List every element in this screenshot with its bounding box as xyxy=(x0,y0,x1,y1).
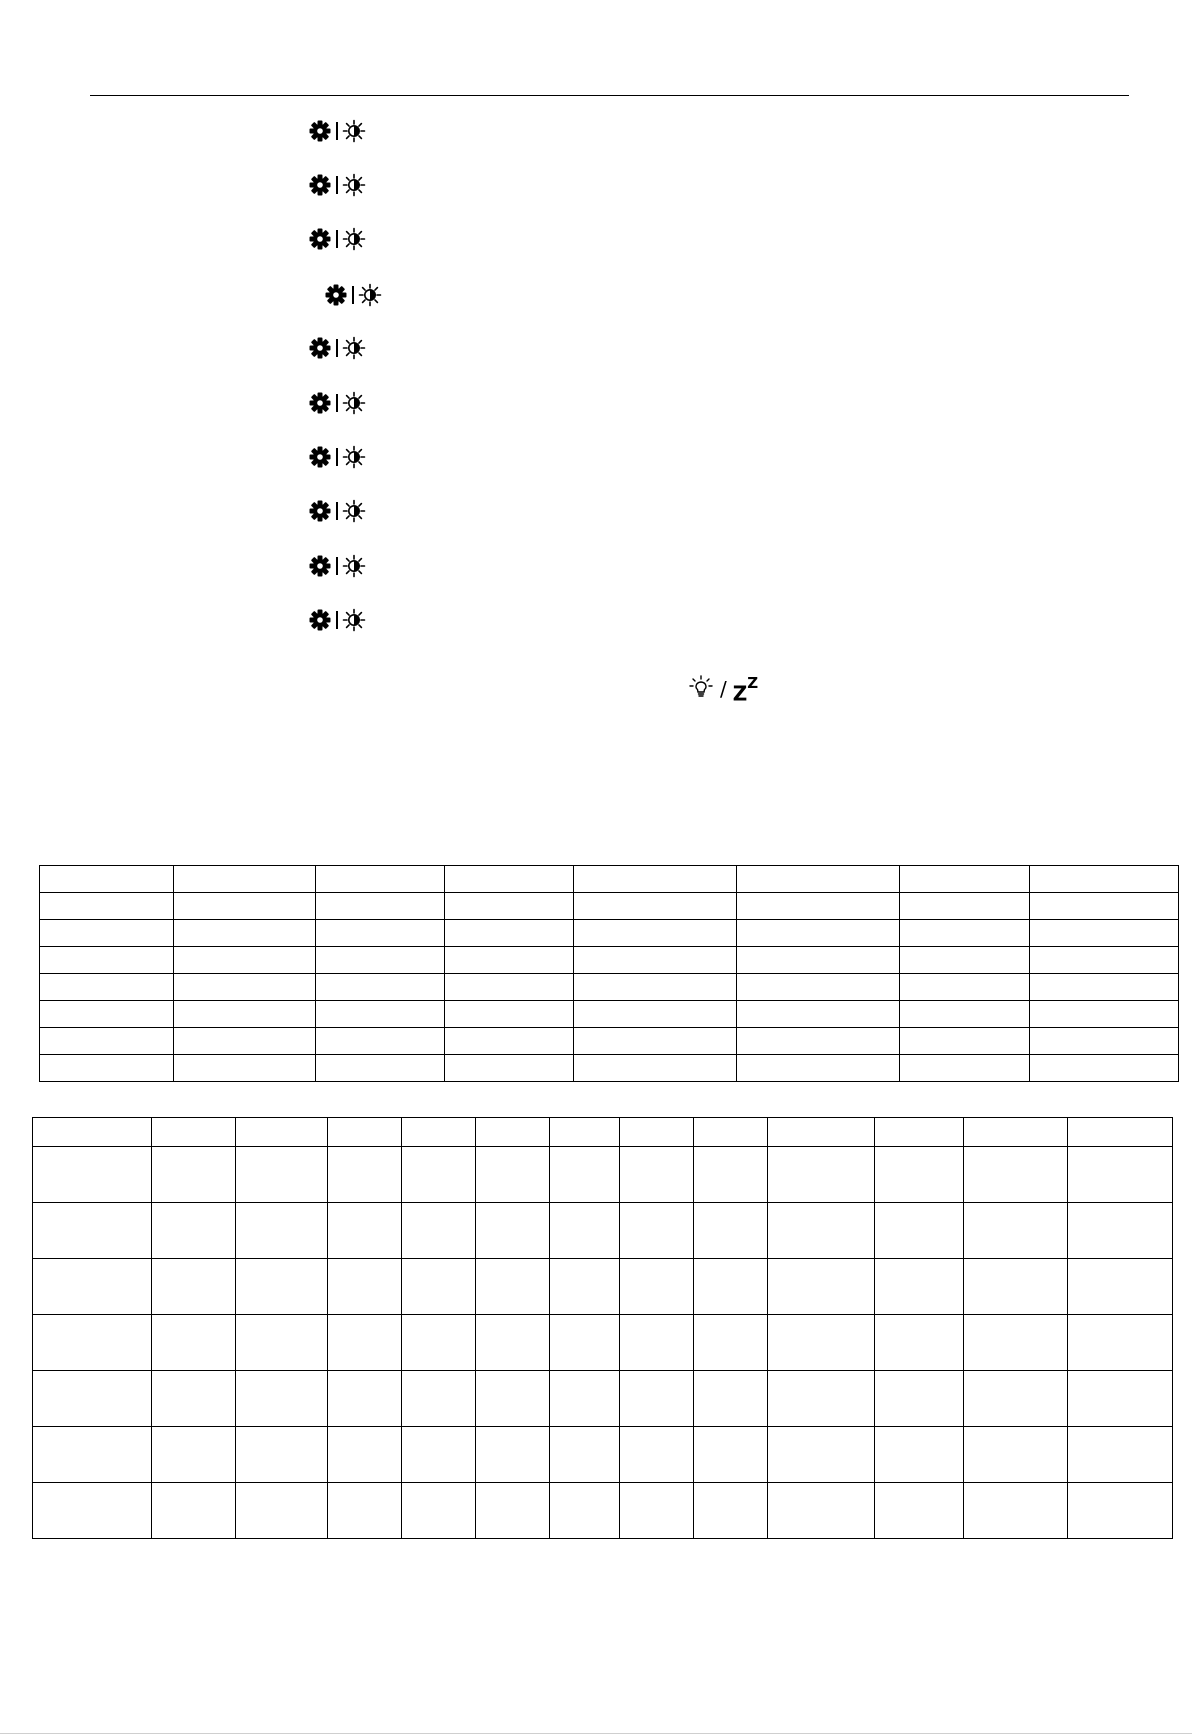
table-cell xyxy=(875,1483,964,1539)
table-row xyxy=(33,1427,1173,1483)
table-cell xyxy=(737,920,900,947)
table-cell xyxy=(236,1259,328,1315)
sun-half-icon xyxy=(342,336,366,360)
table-cell xyxy=(402,1118,476,1147)
mode-icon-row xyxy=(308,553,366,579)
table-cell xyxy=(174,974,316,1001)
table-cell xyxy=(33,1315,152,1371)
table-cell xyxy=(40,866,174,893)
sun-half-icon xyxy=(342,554,366,578)
table-cell xyxy=(328,1118,402,1147)
table-cell xyxy=(476,1259,550,1315)
header-rule xyxy=(90,95,1129,96)
table-cell xyxy=(964,1147,1068,1203)
table-cell xyxy=(33,1118,152,1147)
table-row xyxy=(40,866,1179,893)
table-cell xyxy=(620,1371,694,1427)
table-cell xyxy=(40,947,174,974)
sleep-icon xyxy=(732,674,759,706)
mode-icon-row xyxy=(308,390,366,416)
table-cell xyxy=(964,1371,1068,1427)
gear-icon xyxy=(308,227,332,251)
table-cell xyxy=(402,1483,476,1539)
sleep-z: Z xyxy=(732,681,748,706)
table-cell xyxy=(152,1371,236,1427)
table-row xyxy=(40,974,1179,1001)
table-cell xyxy=(900,947,1030,974)
table-cell xyxy=(402,1427,476,1483)
table-cell xyxy=(33,1483,152,1539)
table-cell xyxy=(40,974,174,1001)
table-cell xyxy=(574,1055,737,1082)
table-cell xyxy=(1068,1118,1173,1147)
table-cell xyxy=(550,1118,620,1147)
table-cell xyxy=(476,1427,550,1483)
table-cell xyxy=(900,1055,1030,1082)
table-cell xyxy=(402,1147,476,1203)
table-cell xyxy=(316,866,445,893)
table-cell xyxy=(402,1259,476,1315)
table-cell xyxy=(1030,974,1179,1001)
table-cell xyxy=(1030,866,1179,893)
table-cell xyxy=(574,920,737,947)
table-cell xyxy=(737,947,900,974)
mode-icon-row xyxy=(324,282,382,308)
table-cell xyxy=(768,1118,875,1147)
table-cell xyxy=(316,1001,445,1028)
sun-half-icon xyxy=(358,283,382,307)
table-cell xyxy=(316,974,445,1001)
sun-half-icon xyxy=(342,173,366,197)
table-cell xyxy=(174,893,316,920)
table-cell xyxy=(875,1259,964,1315)
table-cell xyxy=(316,1055,445,1082)
table-cell xyxy=(236,1118,328,1147)
table-cell xyxy=(620,1315,694,1371)
table-cell xyxy=(476,1203,550,1259)
table-cell xyxy=(476,1371,550,1427)
icon-divider xyxy=(336,448,338,466)
table-cell xyxy=(236,1203,328,1259)
table-cell xyxy=(1068,1147,1173,1203)
table-cell xyxy=(875,1147,964,1203)
table-row xyxy=(33,1371,1173,1427)
gear-icon xyxy=(308,173,332,197)
table-cell xyxy=(574,974,737,1001)
table-cell xyxy=(737,974,900,1001)
table-cell xyxy=(694,1427,768,1483)
table-cell xyxy=(737,1055,900,1082)
table-cell xyxy=(328,1203,402,1259)
table-cell xyxy=(550,1371,620,1427)
mode-icon-row xyxy=(308,444,366,470)
table-row xyxy=(40,920,1179,947)
sun-half-icon xyxy=(342,391,366,415)
table-row xyxy=(40,893,1179,920)
table-cell xyxy=(1068,1259,1173,1315)
gear-icon xyxy=(324,283,348,307)
icon-divider xyxy=(336,176,338,194)
sun-half-icon xyxy=(342,608,366,632)
table-cell xyxy=(40,920,174,947)
night-mode-row xyxy=(688,674,759,706)
gear-icon xyxy=(308,445,332,469)
sleep-z-superscript: Z xyxy=(747,674,759,693)
icon-divider xyxy=(352,286,354,304)
table-cell xyxy=(694,1147,768,1203)
table-cell xyxy=(875,1203,964,1259)
table-cell xyxy=(1030,1055,1179,1082)
table-cell xyxy=(620,1203,694,1259)
table-cell xyxy=(316,920,445,947)
table-cell xyxy=(620,1147,694,1203)
table-cell xyxy=(875,1371,964,1427)
table-cell xyxy=(316,947,445,974)
table-cell xyxy=(964,1427,1068,1483)
table-cell xyxy=(1068,1427,1173,1483)
table-cell xyxy=(152,1203,236,1259)
table-cell xyxy=(445,1001,574,1028)
gear-icon xyxy=(308,499,332,523)
gear-icon xyxy=(308,391,332,415)
mode-icon-row xyxy=(308,172,366,198)
table-cell xyxy=(33,1427,152,1483)
table-cell xyxy=(476,1147,550,1203)
icon-divider xyxy=(336,611,338,629)
table-cell xyxy=(174,947,316,974)
table-cell xyxy=(328,1259,402,1315)
table-cell xyxy=(620,1118,694,1147)
table-cell xyxy=(33,1259,152,1315)
table-row xyxy=(33,1259,1173,1315)
table-cell xyxy=(40,1055,174,1082)
table-cell xyxy=(550,1147,620,1203)
gear-icon xyxy=(308,119,332,143)
table-cell xyxy=(1030,920,1179,947)
table-cell xyxy=(875,1427,964,1483)
table-cell xyxy=(445,974,574,1001)
footer-rule xyxy=(0,1733,1192,1734)
mode-icon-row xyxy=(308,335,366,361)
table-cell xyxy=(445,893,574,920)
table-cell xyxy=(574,893,737,920)
mode-icon-row xyxy=(308,226,366,252)
table-cell xyxy=(574,947,737,974)
table-cell xyxy=(737,866,900,893)
table-cell xyxy=(900,866,1030,893)
table-cell xyxy=(900,920,1030,947)
table-cell xyxy=(33,1147,152,1203)
table-row xyxy=(40,947,1179,974)
table-cell xyxy=(1030,893,1179,920)
table-cell xyxy=(1030,1028,1179,1055)
table-cell xyxy=(768,1259,875,1315)
light-bulb-icon xyxy=(688,674,714,704)
table-cell xyxy=(900,1028,1030,1055)
icon-divider xyxy=(336,230,338,248)
table-cell xyxy=(174,1001,316,1028)
table-row xyxy=(33,1203,1173,1259)
icon-divider xyxy=(336,394,338,412)
table-cell xyxy=(236,1427,328,1483)
table-cell xyxy=(694,1203,768,1259)
table-row xyxy=(33,1315,1173,1371)
table-cell xyxy=(694,1259,768,1315)
table-cell xyxy=(328,1371,402,1427)
table-cell xyxy=(316,893,445,920)
table-cell xyxy=(620,1483,694,1539)
table-cell xyxy=(1068,1203,1173,1259)
table-cell xyxy=(316,1028,445,1055)
table-cell xyxy=(768,1203,875,1259)
table-cell xyxy=(768,1427,875,1483)
table-cell xyxy=(328,1147,402,1203)
table-cell xyxy=(445,920,574,947)
table-cell xyxy=(476,1483,550,1539)
gear-icon xyxy=(308,554,332,578)
sun-half-icon xyxy=(342,445,366,469)
icon-divider xyxy=(336,339,338,357)
table-cell xyxy=(40,1028,174,1055)
table-cell xyxy=(402,1371,476,1427)
table-cell xyxy=(768,1315,875,1371)
table-cell xyxy=(174,920,316,947)
table-row xyxy=(33,1483,1173,1539)
table-cell xyxy=(236,1483,328,1539)
mode-icon-row xyxy=(308,498,366,524)
gear-icon xyxy=(308,336,332,360)
table-cell xyxy=(152,1147,236,1203)
table-cell xyxy=(328,1483,402,1539)
table-cell xyxy=(737,893,900,920)
table-row xyxy=(40,1055,1179,1082)
table-row xyxy=(40,1001,1179,1028)
table-cell xyxy=(328,1427,402,1483)
table-cell xyxy=(174,1055,316,1082)
mode-icon-row xyxy=(308,118,366,144)
table-cell xyxy=(964,1259,1068,1315)
table-cell xyxy=(236,1315,328,1371)
table-cell xyxy=(402,1315,476,1371)
table-cell xyxy=(445,866,574,893)
table-cell xyxy=(768,1147,875,1203)
table-cell xyxy=(875,1315,964,1371)
table-cell xyxy=(768,1483,875,1539)
table-cell xyxy=(574,866,737,893)
table-cell xyxy=(694,1315,768,1371)
table-cell xyxy=(550,1315,620,1371)
table-cell xyxy=(402,1203,476,1259)
sun-half-icon xyxy=(342,499,366,523)
table-cell xyxy=(40,1001,174,1028)
table-cell xyxy=(574,1001,737,1028)
table-cell xyxy=(152,1118,236,1147)
sun-half-icon xyxy=(342,119,366,143)
table-2 xyxy=(32,1117,1173,1539)
icon-divider xyxy=(336,122,338,140)
table-cell xyxy=(900,974,1030,1001)
table-cell xyxy=(900,1001,1030,1028)
table-row xyxy=(40,1028,1179,1055)
table-1 xyxy=(39,865,1179,1082)
table-cell xyxy=(550,1203,620,1259)
table-cell xyxy=(550,1483,620,1539)
mode-icon-row xyxy=(308,607,366,633)
table-cell xyxy=(550,1427,620,1483)
table-cell xyxy=(445,1055,574,1082)
table-cell xyxy=(445,1028,574,1055)
table-cell xyxy=(620,1427,694,1483)
sun-half-icon xyxy=(342,227,366,251)
table-cell xyxy=(620,1259,694,1315)
table-cell xyxy=(694,1371,768,1427)
table-cell xyxy=(964,1315,1068,1371)
table-row xyxy=(33,1147,1173,1203)
table-cell xyxy=(694,1118,768,1147)
table-cell xyxy=(768,1371,875,1427)
table-cell xyxy=(152,1259,236,1315)
table-cell xyxy=(964,1483,1068,1539)
gear-icon xyxy=(308,608,332,632)
table-cell xyxy=(964,1118,1068,1147)
table-cell xyxy=(1030,947,1179,974)
table-cell xyxy=(574,1028,737,1055)
table-cell xyxy=(236,1147,328,1203)
table-cell xyxy=(33,1203,152,1259)
table-cell xyxy=(33,1371,152,1427)
table-cell xyxy=(550,1259,620,1315)
separator-slash: / xyxy=(720,677,727,701)
table-cell xyxy=(40,893,174,920)
table-cell xyxy=(476,1315,550,1371)
table-cell xyxy=(476,1118,550,1147)
table-cell xyxy=(737,1001,900,1028)
table-cell xyxy=(152,1315,236,1371)
table-cell xyxy=(964,1203,1068,1259)
table-cell xyxy=(236,1371,328,1427)
table-cell xyxy=(152,1483,236,1539)
icon-divider xyxy=(336,502,338,520)
table-cell xyxy=(328,1315,402,1371)
table-cell xyxy=(1068,1315,1173,1371)
table-cell xyxy=(900,893,1030,920)
table-cell xyxy=(1030,1001,1179,1028)
table-cell xyxy=(1068,1371,1173,1427)
table-cell xyxy=(737,1028,900,1055)
table-cell xyxy=(152,1427,236,1483)
table-row xyxy=(33,1118,1173,1147)
table-cell xyxy=(694,1483,768,1539)
table-cell xyxy=(174,1028,316,1055)
table-cell xyxy=(1068,1483,1173,1539)
icon-divider xyxy=(336,557,338,575)
table-cell xyxy=(875,1118,964,1147)
table-cell xyxy=(174,866,316,893)
table-cell xyxy=(445,947,574,974)
